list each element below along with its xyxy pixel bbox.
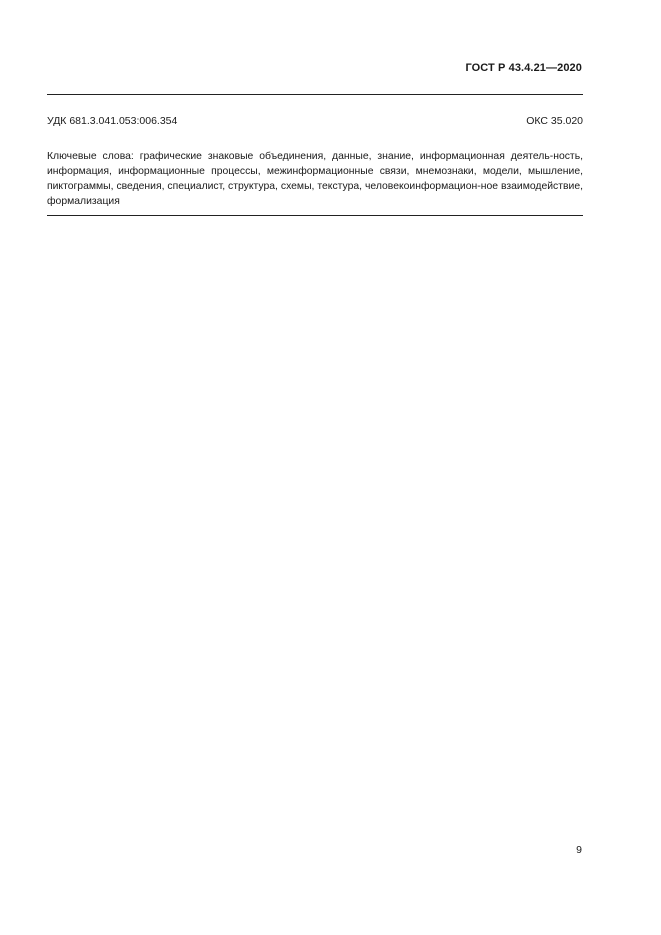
udk-code: УДК 681.3.041.053:006.354 [47,115,178,127]
standard-number: ГОСТ Р 43.4.21—2020 [465,62,582,74]
oks-code: ОКС 35.020 [526,115,583,127]
keywords-paragraph: Ключевые слова: графические знаковые объединения, данные, знание, информационная деятель-ность, информация, информационные процессы, межинформационные связи, мнемознаки, модели, мышление, пиктограммы, сведения, специалист, структура, схемы, текстура, человекоинформацион-ное взаимодействие, формализация [47,151,583,207]
bottom-divider [47,215,583,216]
classification-row [47,115,583,127]
page-number: 9 [576,844,582,856]
top-divider [47,94,583,95]
